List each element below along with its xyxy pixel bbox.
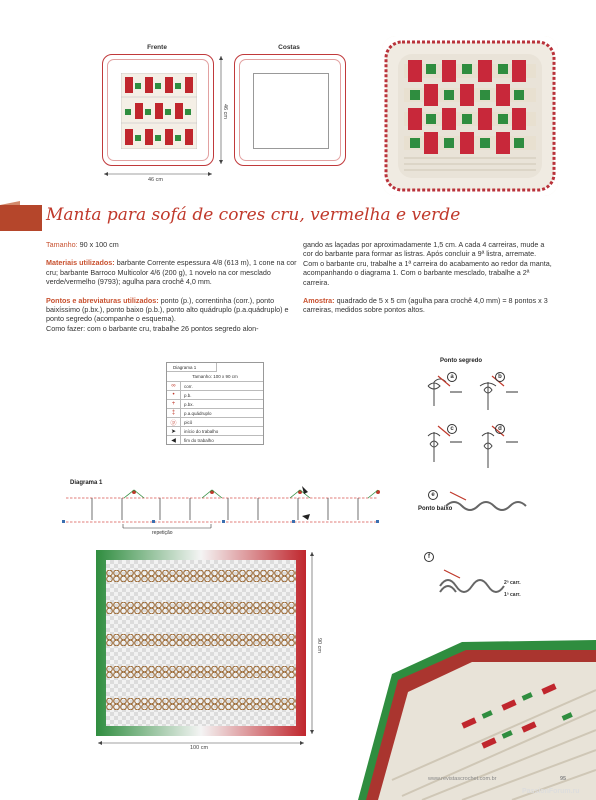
instructions-p1: gando as laçadas por aproximadamente 1,5 cm. A cada 4 carreiras, mude a cor do barbante para formar as listras. Após concluir a 9ª listra, arremate. bbox=[303, 240, 545, 259]
materials-label: Materiais utilizados: bbox=[46, 258, 115, 268]
single-crochet-symbol-icon: • bbox=[167, 391, 181, 399]
text-column-right bbox=[303, 240, 555, 315]
sample-text: quadrado de 5 x 5 cm (agulha para crochê 4,0 mm) = 8 pontos x 3 carreiras, medidos sobre pontos altos. bbox=[303, 296, 548, 315]
back-label: Costas bbox=[278, 44, 300, 51]
width-label: 46 cm bbox=[148, 177, 163, 183]
title-accent-triangle bbox=[0, 201, 20, 205]
step-badge-e: e bbox=[428, 490, 438, 500]
points-paragraph bbox=[46, 296, 298, 324]
footer-watermark: PassionForum.ru bbox=[522, 788, 580, 795]
step-badge-b: b bbox=[495, 372, 505, 382]
back-panel bbox=[234, 54, 346, 166]
blanket-body bbox=[106, 560, 296, 726]
materials-paragraph bbox=[46, 258, 298, 286]
quad-treble-symbol-icon: ‡ bbox=[167, 409, 181, 417]
front-panel bbox=[102, 54, 214, 166]
picot-symbol-icon: ⓟ bbox=[167, 418, 181, 426]
legend-row-label: fim do trabalho bbox=[184, 437, 214, 443]
legend-row-label: p.b. bbox=[184, 392, 192, 398]
legend-row-label: início do trabalho bbox=[184, 428, 219, 434]
step-badge-c: c bbox=[447, 424, 457, 434]
sample-label: Amostra: bbox=[303, 296, 335, 306]
size-label: Tamanho: bbox=[46, 240, 78, 249]
footer-page-number: 95 bbox=[560, 776, 567, 782]
how-paragraph: Como fazer: com o barbante cru, trabalhe 26 pontos segredo alon- bbox=[46, 323, 259, 333]
legend-row-label: picô bbox=[184, 419, 193, 425]
blanket-width-label: 100 cm bbox=[190, 745, 209, 751]
step-badge-f: f bbox=[424, 552, 434, 562]
points-text: ponto (p.), correntinha (corr.), ponto baixíssimo (p.bx.), ponto baixo (p.b.), ponto alto quádruplo (p.a.quádruplo) e ponto segredo (acompanhe o esquema). bbox=[46, 295, 289, 324]
title-accent-bar bbox=[0, 205, 42, 231]
blanket-diagram bbox=[96, 550, 306, 736]
start-arrow-icon: ➤ bbox=[167, 427, 181, 435]
page-title: Manta para sofá de cores cru, vermelha e verde bbox=[46, 205, 461, 225]
row-2-label: 2ª carr. bbox=[504, 580, 521, 586]
legend-row-label: corr. bbox=[184, 383, 193, 389]
row-1-label: 1ª carr. bbox=[504, 592, 521, 598]
front-weave-icon bbox=[121, 73, 197, 149]
materials-text: barbante Corrente espessura 4/8 (613 m), 1 cone na cor cru; barbante Barroco Multicolor 4/6 (200 g), 1 novelo na cor mesclado verde/vermelho (9793); agulha para crochê 4,0 mm. bbox=[46, 258, 297, 287]
points-label: Pontos e abreviaturas utilizados: bbox=[46, 295, 159, 305]
front-label: Frente bbox=[147, 44, 167, 51]
diagram1-label: Diagrama 1 bbox=[70, 480, 103, 486]
sample-paragraph bbox=[303, 296, 555, 315]
height-label: 46 cm bbox=[222, 104, 228, 119]
blanket-height-label: 90 cm bbox=[316, 638, 322, 653]
blanket-height-arrow bbox=[309, 550, 315, 736]
step-badge-d: d bbox=[495, 424, 505, 434]
legend-table bbox=[166, 362, 264, 445]
stitch-steps-illustration bbox=[410, 366, 540, 606]
size-paragraph bbox=[46, 240, 298, 249]
legend-title: Diagrama 1 bbox=[167, 363, 217, 372]
slip-stitch-symbol-icon: + bbox=[167, 400, 181, 408]
diagram1-stitch-row bbox=[62, 486, 382, 528]
footer-site: www.revistascrochet.com.br bbox=[428, 776, 497, 782]
stitch-title: Ponto segredo bbox=[440, 358, 483, 364]
legend-subtitle: Tamanho: 100 x 90 cm bbox=[192, 374, 238, 379]
repeat-label: repetição bbox=[152, 530, 173, 536]
legend-row-label: p.bx. bbox=[184, 401, 194, 407]
text-column-left bbox=[46, 240, 298, 333]
ponto-baixo-label: Ponto baixo bbox=[418, 506, 453, 512]
blanket-corner-photo bbox=[352, 630, 596, 800]
instructions-p2: Com o barbante cru, trabalhe a 1ª carreira do acabamento ao redor da manta, acompanhando o diagrama 1. Com o barbante mesclado, trabalhe a 2ª carreira. bbox=[303, 258, 552, 287]
pillow-photo bbox=[382, 36, 558, 196]
step-badge-a: a bbox=[447, 372, 457, 382]
size-value: 90 x 100 cm bbox=[79, 240, 119, 249]
chain-symbol-icon: ∞ bbox=[167, 382, 181, 390]
end-arrow-icon: ◀ bbox=[167, 436, 181, 444]
legend-row-label: p.a.quádruplo bbox=[184, 410, 212, 416]
